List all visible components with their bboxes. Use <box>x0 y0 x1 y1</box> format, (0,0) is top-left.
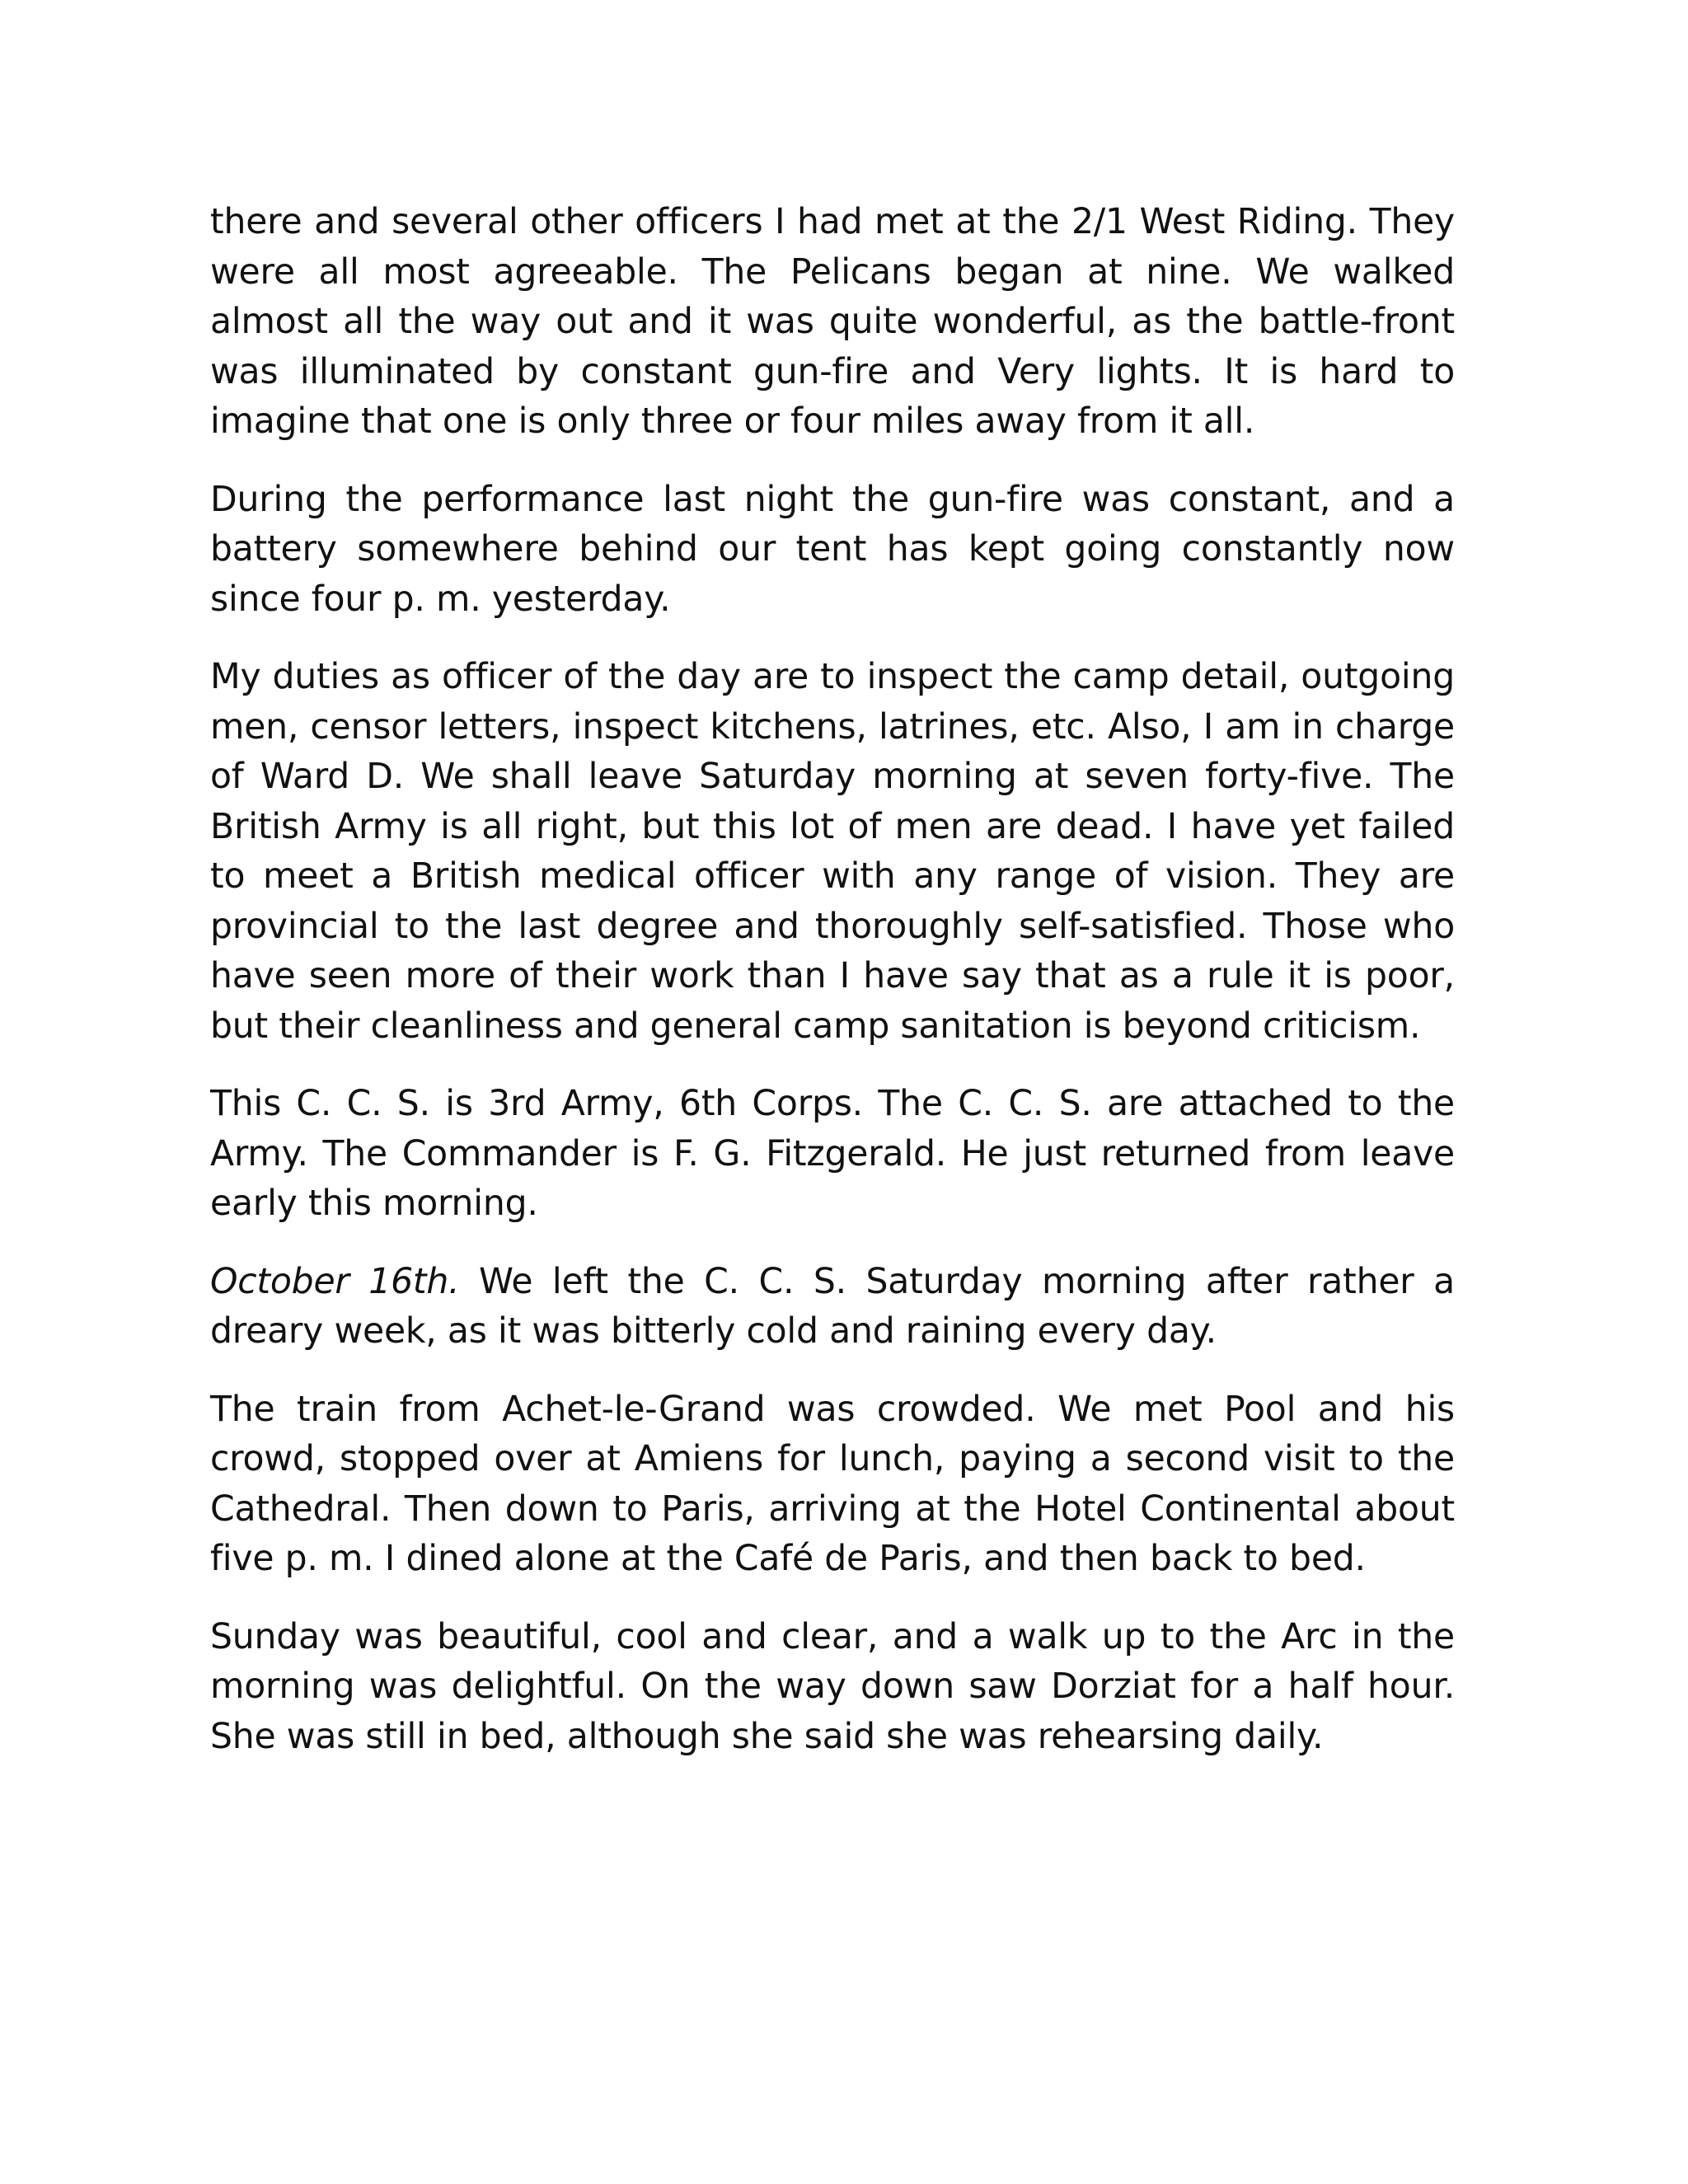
paragraph-5 <box>210 1258 1455 1357</box>
entry-date: October 16th. <box>210 1261 460 1302</box>
paragraph-5-text: We left the C. C. S. Saturday morning after rather a dreary week, as it was bitterly cold and raining every day. <box>210 1261 1455 1352</box>
paragraph-3: My duties as officer of the day are to inspect the camp detail, outgoing men, censor letters, inspect kitchens, latrines, etc. Also, I am in charge of Ward D. We shall leave Saturday morning at seven forty-five. The British Army is all right, but this lot of men are dead. I have yet failed to meet a British medical officer with any range of vision. They are provincial to the last degree and thoroughly self-satisfied. Those who have seen more of their work than I have say that as a rule it is poor, but their cleanliness and general camp sanitation is beyond criticism. <box>210 657 1455 1047</box>
paragraph-2: During the performance last night the gun-fire was constant, and a battery somewhere behind our tent has kept going constantly now since four p. m. yesterday. <box>210 479 1455 620</box>
paragraph-4: This C. C. S. is 3rd Army, 6th Corps. The C. C. S. are attached to the Army. The Commander is F. G. Fitzgerald. He just returned from leave early this morning. <box>210 1084 1455 1224</box>
body-text <box>210 198 1455 1790</box>
paragraph-6: The train from Achet-le-Grand was crowded. We met Pool and his crowd, stopped over at Amiens for lunch, paying a second visit to the Cathedral. Then down to Paris, arriving at the Hotel Continental about five p. m. I dined alone at the Café de Paris, and then back to bed. <box>210 1389 1455 1579</box>
paragraph-7: Sunday was beautiful, cool and clear, and a walk up to the Arc in the morning was delightful. On the way down saw Dorziat for a half hour. She was still in bed, although she said she was rehearsing daily. <box>210 1616 1455 1757</box>
paragraph-1: there and several other officers I had met at the 2/1 West Riding. They were all most agreeable. The Pelicans began at nine. We walked almost all the way out and it was quite wonderful, as the battle-front was illuminated by constant gun-fire and Very lights. It is hard to imagine that one is only three or four miles away from it all. <box>210 202 1455 442</box>
